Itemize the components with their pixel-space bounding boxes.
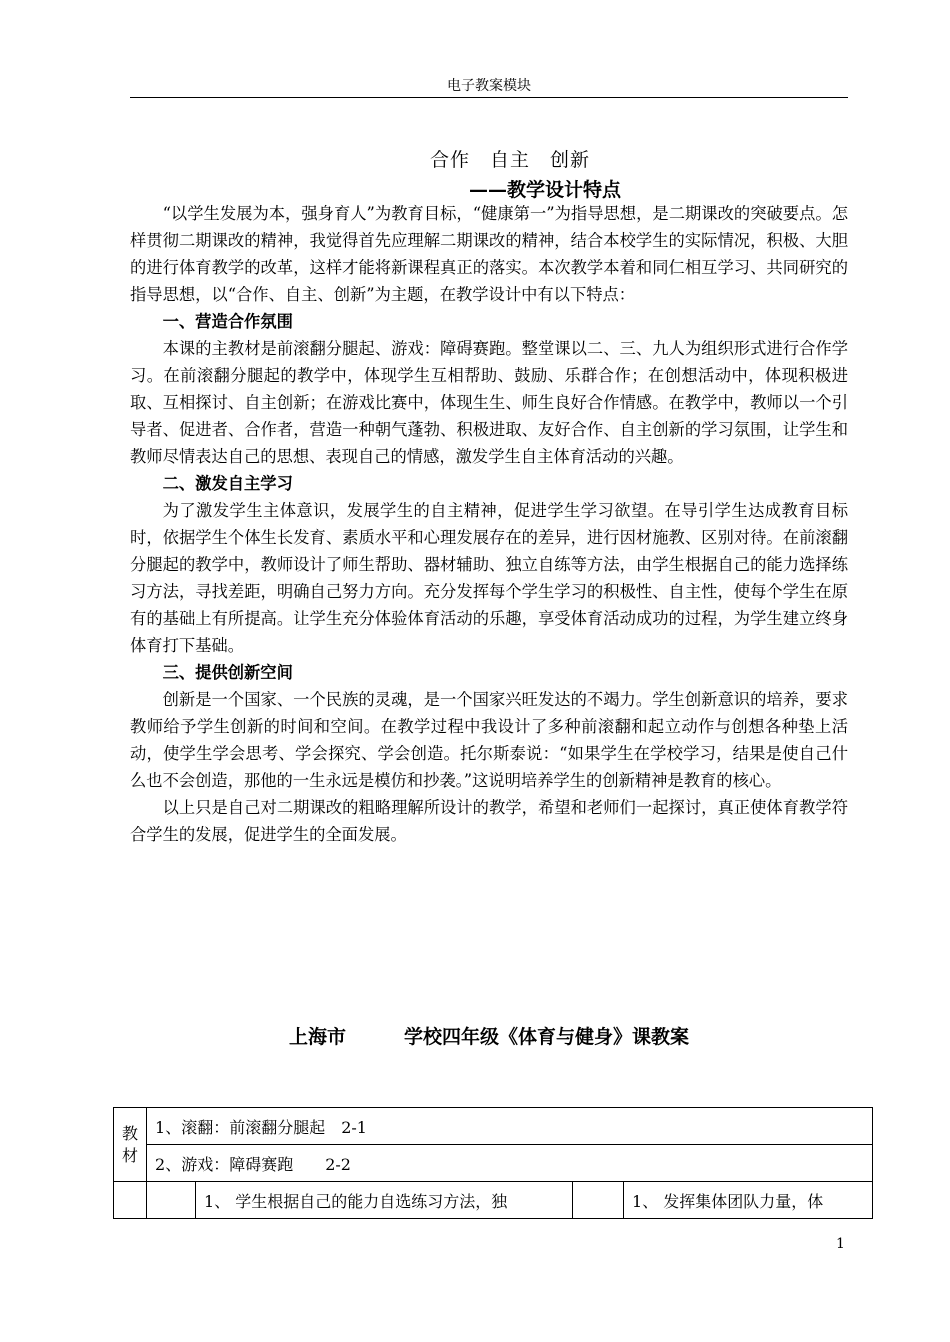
doc-body xyxy=(130,200,848,848)
goal-cell: 1、 学生根据自己的能力自选练习方法，独 xyxy=(196,1182,573,1219)
section-paragraph: 创新是一个国家、一个民族的灵魂，是一个国家兴旺发达的不竭力。学生创新意识的培养，要求教师给予学生创新的时间和空间。在教学过程中我设计了多种前滚翻和起立动作与创想各种垫上活动，使学生学会思考、学会探究、学会创造。托尔斯泰说：“如果学生在学校学习，结果是使自己什么也不会创造，那他的一生永远是模仿和抄袭。”这说明培养学生的创新精神是教育的核心。 xyxy=(130,690,848,790)
lesson-plan-title xyxy=(130,1022,848,1049)
page-number: 1 xyxy=(836,1236,845,1252)
empty-cell xyxy=(147,1182,196,1219)
plan-title-school: 学校四年级《体育与健身》课教案 xyxy=(404,1026,690,1048)
material-cell: 2、游戏：障碍赛跑 2-2 xyxy=(147,1145,873,1182)
table-row xyxy=(114,1145,873,1182)
closing-paragraph: 以上只是自己对二期课改的粗略理解所设计的教学，希望和老师们一起探讨，真正使体育教学符合学生的发展，促进学生的全面发展。 xyxy=(130,798,848,844)
section-heading: 一、营造合作氛围 xyxy=(162,312,293,331)
section-paragraph: 本课的主教材是前滚翻分腿起、游戏：障碍赛跑。整堂课以二、三、九人为组织形式进行合作学习。在前滚翻分腿起的教学中，体现学生互相帮助、鼓励、乐群合作；在创想活动中，体现积极进取、互相探讨、自主创新；在游戏比赛中，体现生生、师生良好合作情感。在教学中，教师以一个引导者、促进者、合作者，营造一种朝气蓬勃、积极进取、友好合作、自主创新的学习氛围，让学生和教师尽情表达自己的思想、表现自己的情感，激发学生自主体育活动的兴趣。 xyxy=(130,339,848,466)
page-header: 电子教案模块 xyxy=(130,76,848,98)
section-heading: 三、提供创新空间 xyxy=(162,663,293,682)
intro-paragraph: “以学生发展为本，强身育人”为教育目标，“健康第一”为指导思想，是二期课改的突破要点。怎样贯彻二期课改的精神，我觉得首先应理解二期课改的精神，结合本校学生的实际情况，积极、大胆的进行体育教学的改革，这样才能将新课程真正的落实。本次教学本着和同仁相互学习、共同研究的指导思想，以“合作、自主、创新”为主题，在教学设计中有以下特点： xyxy=(130,204,848,304)
table-row xyxy=(114,1108,873,1145)
material-cell: 1、滚翻：前滚翻分腿起 2-1 xyxy=(147,1108,873,1145)
doc-subtitle: ——教学设计特点 xyxy=(468,179,621,201)
section-heading: 二、激发自主学习 xyxy=(162,474,293,493)
empty-cell xyxy=(573,1182,624,1219)
empty-cell xyxy=(114,1182,147,1219)
section-paragraph: 为了激发学生主体意识，发展学生的自主精神，促进学生学习欲望。在导引学生达成教育目标时，依据学生个体生长发育、素质水平和心理发展存在的差异，进行因材施教、区别对待。在前滚翻分腿起的教学中，教师设计了师生帮助、器材辅助、独立自练等方法，由学生根据自己的能力选择练习方法，寻找差距，明确自己努力方向。充分发挥每个学生学习的积极性、自主性，使每个学生在原有的基础上有所提高。让学生充分体验体育活动的乐趣，享受体育活动成功的过程，为学生建立终身体育打下基础。 xyxy=(130,501,848,655)
doc-title: 合作 自主 创新 xyxy=(429,149,590,171)
plan-title-city: 上海市 xyxy=(288,1026,346,1048)
lesson-plan-table xyxy=(113,1107,873,1219)
goal-cell: 1、 发挥集体团队力量，体 xyxy=(624,1182,873,1219)
table-row xyxy=(114,1182,873,1219)
category-cell: 教材 xyxy=(114,1108,147,1182)
